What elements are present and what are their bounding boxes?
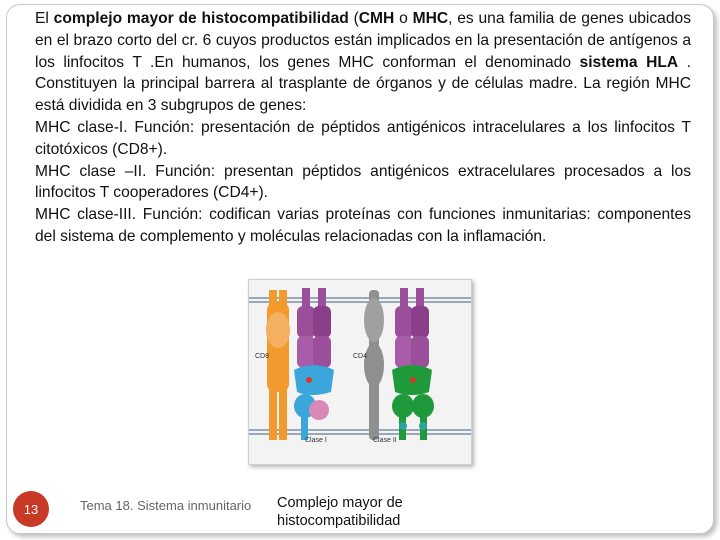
class2-teal-left <box>399 422 407 430</box>
beta2-microglobulin <box>309 400 329 420</box>
tcr-stem-left-2 <box>318 288 326 308</box>
tcr-domain-left-3 <box>297 336 315 368</box>
tcr-domain-left-1 <box>297 306 315 338</box>
abbr-or: o <box>394 10 413 27</box>
mhc-class-3-paragraph: MHC clase-III. Función: codifican varias proteínas con funciones inmunitarias: componentes del sistema de complemento y moléculas relacionadas con la inflamación. <box>35 206 691 245</box>
tcr-stem-right-2 <box>416 288 424 308</box>
mhc-diagram <box>249 280 471 464</box>
page-number: 13 <box>23 501 39 517</box>
tcr-domain-left-2 <box>313 306 331 338</box>
cd8-domain <box>266 312 290 348</box>
abbr-cmh: CMH <box>358 10 395 27</box>
hla-term: sistema HLA <box>579 53 679 71</box>
label-cd4: CD4 <box>353 353 368 360</box>
mhc-class-1-paragraph: MHC clase-I. Función: presentación de péptidos antigénicos intracelulares a los linfocitos T citotóxicos (CD8+). <box>35 118 691 158</box>
class2-teal-right <box>419 422 427 430</box>
label-class1: Clase I <box>305 437 327 444</box>
label-cd8: CD8 <box>255 353 270 360</box>
mhc-class-2-beta2 <box>412 394 434 418</box>
cd4-domain-2 <box>364 343 384 387</box>
intro-text-b: . Constituyen la principal barrera al trasplante de órganos y de células madre. La región MHC está dividida en 3 subgrupos de genes: <box>35 53 691 115</box>
peptide-left <box>306 377 312 383</box>
tcr-stem-left-1 <box>302 288 310 308</box>
page-number-badge <box>13 491 49 527</box>
intro-text-a: , es una familia de genes ubicados en el brazo corto del cr. 6 cuyos productos están implicados en la presentación de antígenos a los linfocitos T .En humanos, los genes MHC conforman el denominado <box>35 10 691 71</box>
intro-prefix: El <box>35 10 54 27</box>
abbr-open: ( <box>348 10 359 27</box>
mhc-molecules-figure <box>248 279 472 465</box>
tcr-domain-right-4 <box>411 336 429 368</box>
tcr-domain-right-3 <box>395 336 413 368</box>
footer-subject: Tema 18. Sistema inmunitario <box>80 498 252 513</box>
slide-body-text <box>35 8 691 248</box>
cd4-domain-1 <box>364 298 384 342</box>
footer-title: Complejo mayor de histocompatibilidad <box>277 495 403 529</box>
mhc-class-2-alpha2 <box>392 394 414 418</box>
tcr-domain-right-1 <box>395 306 413 338</box>
mhc-class-2-paragraph: MHC clase –II. Función: presentan péptidos antigénicos extracelulares procesados a los linfocitos T cooperadores (CD4+). <box>35 162 691 202</box>
mhc-class-1-peptide-groove <box>294 365 334 395</box>
peptide-right <box>410 377 416 383</box>
mhc-term: complejo mayor de histocompatibilidad <box>53 10 349 27</box>
label-class2: Clase II <box>373 437 397 444</box>
tcr-domain-left-4 <box>313 336 331 368</box>
abbr-mhc: MHC <box>412 10 449 27</box>
tcr-domain-right-2 <box>411 306 429 338</box>
intro-paragraph <box>35 8 691 117</box>
tcr-stem-right-1 <box>400 288 408 308</box>
